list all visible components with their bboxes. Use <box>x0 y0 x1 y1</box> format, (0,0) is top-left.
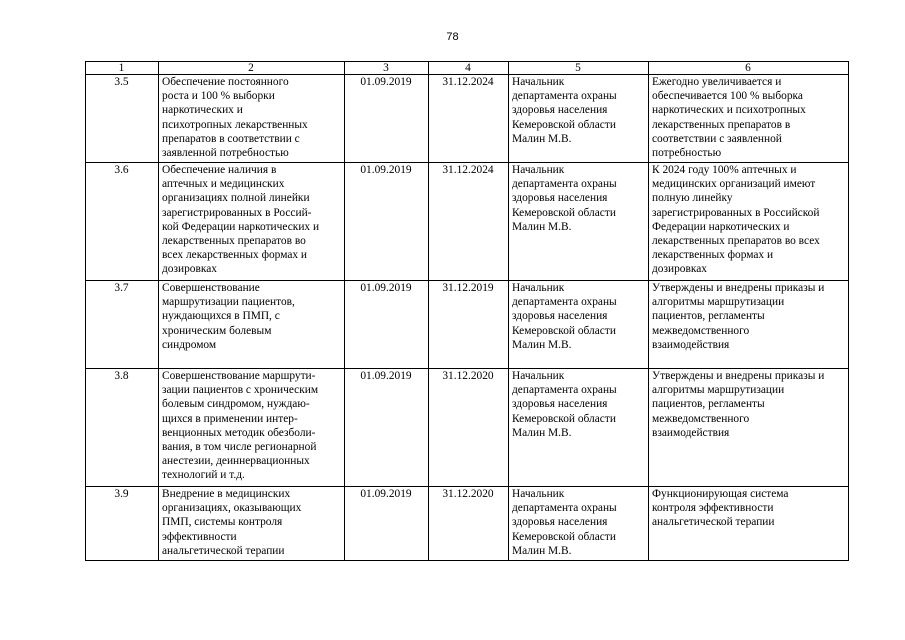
expected-result-line: лекарственных препаратов в <box>652 118 791 131</box>
task-description-line: Внедрение в медицинских <box>162 488 291 500</box>
responsible-person-line: департамента охраны <box>512 384 617 397</box>
responsible-person-line: Начальник <box>512 164 565 176</box>
expected-result-line: К 2024 году 100% аптечных и <box>652 164 797 176</box>
expected-result-line: наркотических и психотропных <box>652 104 806 117</box>
task-description-line: препаратов в соответствии с <box>162 132 300 145</box>
expected-result-line: алгоритмы маршрутизации <box>652 296 785 309</box>
expected-result <box>649 163 849 281</box>
responsible-person-line: Кемеровской области <box>512 324 616 337</box>
task-description-line: анестезии, деиннервационных <box>162 455 310 468</box>
responsible-person <box>509 75 649 163</box>
responsible-person-line: департамента охраны <box>512 178 617 191</box>
task-description-line: наркотических и <box>162 104 243 117</box>
task-description-line: зации пациентов с хроническим <box>162 384 319 397</box>
task-description <box>159 369 345 487</box>
responsible-person-line: Малин М.В. <box>512 426 572 439</box>
table-row <box>86 75 849 163</box>
page-number: 78 <box>446 31 459 43</box>
expected-result-line: Федерации наркотических и <box>652 220 790 233</box>
item-number: 3.7 <box>86 281 159 369</box>
task-description-line: нуждающихся в ПМП, с <box>162 310 280 323</box>
responsible-person-line: Кемеровской области <box>512 412 616 425</box>
expected-result-line: Ежегодно увеличивается и <box>652 76 782 88</box>
start-date: 01.09.2019 <box>345 163 429 281</box>
header-col-5: 5 <box>509 62 649 75</box>
item-number: 3.5 <box>86 75 159 163</box>
expected-result-line: Функционирующая система <box>652 488 789 500</box>
task-description-line: психотропных лекарственных <box>162 118 308 131</box>
expected-result <box>649 369 849 487</box>
expected-result-line: Утверждены и внедрены приказы и <box>652 370 825 382</box>
responsible-person-line: здоровья населения <box>512 516 608 529</box>
task-description-line: аптечных и медицинских <box>162 178 285 191</box>
task-description-line: Совершенствование <box>162 282 260 294</box>
responsible-person-line: департамента охраны <box>512 502 617 515</box>
table-row <box>86 369 849 487</box>
responsible-person-line: Малин М.В. <box>512 338 572 351</box>
expected-result-line: пациентов, регламенты <box>652 398 765 411</box>
expected-result <box>649 281 849 369</box>
expected-result-line: пациентов, регламенты <box>652 310 765 323</box>
task-description-line: кой Федерации наркотических и <box>162 220 320 233</box>
end-date: 31.12.2024 <box>429 163 509 281</box>
expected-result-line: взаимодействия <box>652 338 730 351</box>
header-row <box>86 62 849 75</box>
task-description-line: анальгетической терапии <box>162 544 285 557</box>
task-description-line: Обеспечение постоянного <box>162 76 289 88</box>
start-date: 01.09.2019 <box>345 281 429 369</box>
item-number: 3.9 <box>86 487 159 561</box>
expected-result-line: дозировках <box>652 263 707 276</box>
end-date: 31.12.2020 <box>429 487 509 561</box>
expected-result-line: лекарственных препаратов во всех <box>652 235 820 248</box>
responsible-person-line: Начальник <box>512 282 565 294</box>
responsible-person-line: департамента охраны <box>512 296 617 309</box>
responsible-person-line: Кемеровской области <box>512 118 616 131</box>
start-date: 01.09.2019 <box>345 487 429 561</box>
responsible-person-line: Малин М.В. <box>512 220 572 233</box>
task-description-line: Совершенствование маршрути- <box>162 370 316 382</box>
expected-result-line: межведомственного <box>652 324 750 337</box>
table-row <box>86 281 849 369</box>
item-number: 3.8 <box>86 369 159 487</box>
task-description-line: Обеспечение наличия в <box>162 164 277 176</box>
expected-result-line: Утверждены и внедрены приказы и <box>652 282 825 294</box>
task-description-line: лекарственных препаратов во <box>162 235 306 248</box>
task-description-line: маршрутизации пациентов, <box>162 296 295 309</box>
header-col-4: 4 <box>429 62 509 75</box>
expected-result-line: полную линейку <box>652 192 733 205</box>
expected-result-line: алгоритмы маршрутизации <box>652 384 785 397</box>
expected-result-line: межведомственного <box>652 412 750 425</box>
task-description-line: зарегистрированных в Россий- <box>162 206 312 219</box>
task-description-line: роста и 100 % выборки <box>162 90 275 103</box>
header-col-6: 6 <box>649 62 849 75</box>
responsible-person-line: Кемеровской области <box>512 206 616 219</box>
header-col-1: 1 <box>86 62 159 75</box>
expected-result-line: анальгетической терапии <box>652 516 775 529</box>
task-description-line: венционных методик обезболи- <box>162 426 316 439</box>
end-date: 31.12.2024 <box>429 75 509 163</box>
task-description-line: болевым синдромом, нуждаю- <box>162 398 310 411</box>
responsible-person-line: Начальник <box>512 488 565 500</box>
expected-result-line: потребностью <box>652 147 722 160</box>
responsible-person-line: здоровья населения <box>512 104 608 117</box>
expected-result <box>649 487 849 561</box>
task-description-line: синдромом <box>162 338 217 351</box>
responsible-person-line: здоровья населения <box>512 192 608 205</box>
task-description-line: организациях полной линейки <box>162 192 310 205</box>
expected-result-line: обеспечивается 100 % выборка <box>652 90 803 103</box>
task-description <box>159 281 345 369</box>
plan-table <box>85 61 849 561</box>
task-description <box>159 163 345 281</box>
responsible-person-line: Начальник <box>512 76 565 88</box>
task-description-line: технологий и т.д. <box>162 469 245 482</box>
responsible-person-line: Малин М.В. <box>512 544 572 557</box>
task-description-line: хроническим болевым <box>162 324 272 337</box>
start-date: 01.09.2019 <box>345 369 429 487</box>
task-description-line: организациях, оказывающих <box>162 502 302 515</box>
responsible-person <box>509 369 649 487</box>
responsible-person <box>509 163 649 281</box>
expected-result-line: взаимодействия <box>652 426 730 439</box>
expected-result-line: зарегистрированных в Российской <box>652 206 820 219</box>
responsible-person-line: здоровья населения <box>512 310 608 323</box>
header-col-3: 3 <box>345 62 429 75</box>
task-description <box>159 75 345 163</box>
responsible-person-line: Малин М.В. <box>512 132 572 145</box>
responsible-person-line: Кемеровской области <box>512 530 616 543</box>
task-description-line: эффективности <box>162 530 237 543</box>
task-description-line: вания, в том числе регионарной <box>162 441 317 454</box>
end-date: 31.12.2020 <box>429 369 509 487</box>
task-description-line: всех лекарственных формах и <box>162 249 308 262</box>
item-number: 3.6 <box>86 163 159 281</box>
header-col-2: 2 <box>159 62 345 75</box>
responsible-person <box>509 281 649 369</box>
start-date: 01.09.2019 <box>345 75 429 163</box>
task-description <box>159 487 345 561</box>
responsible-person-line: Начальник <box>512 370 565 382</box>
task-description-line: дозировках <box>162 263 217 276</box>
responsible-person <box>509 487 649 561</box>
responsible-person-line: департамента охраны <box>512 90 617 103</box>
table-row <box>86 163 849 281</box>
table-row <box>86 487 849 561</box>
expected-result-line: контроля эффективности <box>652 502 774 515</box>
expected-result <box>649 75 849 163</box>
end-date: 31.12.2019 <box>429 281 509 369</box>
task-description-line: заявленной потребностью <box>162 147 289 160</box>
task-description-line: ПМП, системы контроля <box>162 516 283 529</box>
expected-result-line: соответствии с заявленной <box>652 132 782 145</box>
expected-result-line: лекарственных формах и <box>652 249 774 262</box>
responsible-person-line: здоровья населения <box>512 398 608 411</box>
expected-result-line: медицинских организаций имеют <box>652 178 816 191</box>
task-description-line: щихся в применении интер- <box>162 412 298 425</box>
